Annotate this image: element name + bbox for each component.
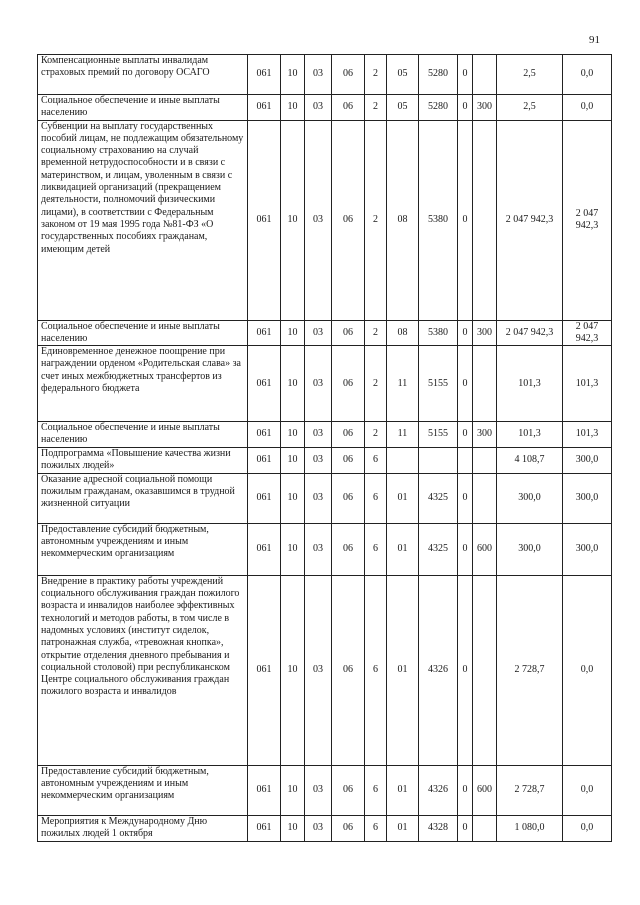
row-cell-c1: 061 [248, 765, 281, 815]
row-cell-v2: 0,0 [563, 55, 612, 95]
row-cell-c8: 0 [458, 422, 473, 448]
row-cell-c5: 2 [365, 55, 387, 95]
row-cell-c2: 10 [281, 765, 305, 815]
table-row [38, 422, 612, 448]
row-cell-c4: 06 [332, 447, 365, 473]
row-cell-c9: 300 [473, 320, 497, 346]
row-cell-c6 [387, 447, 419, 473]
row-cell-c6: 05 [387, 95, 419, 121]
row-cell-c5: 2 [365, 120, 387, 320]
row-cell-c1: 061 [248, 95, 281, 121]
row-cell-c7: 5380 [419, 120, 458, 320]
row-cell-c8: 0 [458, 55, 473, 95]
row-cell-c4: 06 [332, 575, 365, 765]
table-row [38, 346, 612, 422]
row-cell-c3: 03 [305, 523, 332, 575]
row-cell-c9 [473, 55, 497, 95]
row-cell-c7: 4325 [419, 523, 458, 575]
row-cell-c6: 08 [387, 320, 419, 346]
row-cell-c3: 03 [305, 346, 332, 422]
row-cell-c6: 05 [387, 55, 419, 95]
row-cell-c7: 5155 [419, 346, 458, 422]
row-cell-v1: 2,5 [497, 95, 563, 121]
row-cell-c4: 06 [332, 815, 365, 841]
row-cell-v1: 2 728,7 [497, 575, 563, 765]
row-cell-c3: 03 [305, 815, 332, 841]
row-cell-c9 [473, 447, 497, 473]
row-name: Оказание адресной социальной помощи пожилым гражданам, оказавшимся в трудной жизненной ситуации [38, 473, 248, 523]
row-cell-c2: 10 [281, 473, 305, 523]
row-cell-c5: 2 [365, 422, 387, 448]
row-cell-c3: 03 [305, 447, 332, 473]
row-cell-v2: 0,0 [563, 95, 612, 121]
row-cell-c8: 0 [458, 346, 473, 422]
row-cell-c4: 06 [332, 55, 365, 95]
row-cell-c2: 10 [281, 523, 305, 575]
row-cell-c1: 061 [248, 55, 281, 95]
row-cell-c4: 06 [332, 523, 365, 575]
row-cell-c7: 5155 [419, 422, 458, 448]
row-cell-c8: 0 [458, 120, 473, 320]
row-cell-c7: 4325 [419, 473, 458, 523]
row-cell-v1: 2 728,7 [497, 765, 563, 815]
row-cell-c9 [473, 575, 497, 765]
row-cell-c6: 01 [387, 575, 419, 765]
row-name: Предоставление субсидий бюджетным, автономным учреждениям и иным некоммерческим организациям [38, 523, 248, 575]
row-cell-c7: 4326 [419, 765, 458, 815]
row-cell-c1: 061 [248, 523, 281, 575]
row-name: Субвенции на выплату государственных пособий лицам, не подлежащим обязательному социальному страхованию на случай временной нетрудоспособности и в связи с материнством, и лицам, уволенным в связи с ликвидацией организаций (прекращением деятельности, полномочий физическими лицами), в соответствии с Федеральным законом от 19 мая 1995 года №81-ФЗ «О государственных пособиях гражданам, имеющим детей [38, 120, 248, 320]
row-cell-c5: 6 [365, 575, 387, 765]
row-name: Единовременное денежное поощрение при награждении орденом «Родительская слава» за счет иных межбюджетных трансфертов из федерального бюджета [38, 346, 248, 422]
row-cell-c1: 061 [248, 320, 281, 346]
row-cell-v1: 2 047 942,3 [497, 320, 563, 346]
row-cell-c4: 06 [332, 346, 365, 422]
row-cell-c3: 03 [305, 473, 332, 523]
row-cell-c7 [419, 447, 458, 473]
row-cell-c4: 06 [332, 422, 365, 448]
row-cell-c5: 6 [365, 473, 387, 523]
row-cell-c8 [458, 447, 473, 473]
row-cell-v1: 101,3 [497, 346, 563, 422]
row-name: Социальное обеспечение и иные выплаты населению [38, 422, 248, 448]
row-cell-c5: 2 [365, 320, 387, 346]
row-cell-v2: 300,0 [563, 447, 612, 473]
row-cell-c1: 061 [248, 447, 281, 473]
row-cell-v1: 300,0 [497, 523, 563, 575]
table-row [38, 447, 612, 473]
row-cell-c8: 0 [458, 473, 473, 523]
row-cell-c6: 11 [387, 422, 419, 448]
row-cell-c3: 03 [305, 765, 332, 815]
row-cell-c5: 6 [365, 447, 387, 473]
row-cell-c2: 10 [281, 575, 305, 765]
row-cell-c7: 5380 [419, 320, 458, 346]
row-cell-c5: 6 [365, 523, 387, 575]
row-name: Предоставление субсидий бюджетным, автономным учреждениям и иным некоммерческим организациям [38, 765, 248, 815]
row-cell-c1: 061 [248, 473, 281, 523]
row-cell-c8: 0 [458, 765, 473, 815]
row-cell-c9: 600 [473, 765, 497, 815]
row-cell-c7: 5280 [419, 95, 458, 121]
row-cell-v1: 4 108,7 [497, 447, 563, 473]
table-row [38, 765, 612, 815]
row-cell-c8: 0 [458, 575, 473, 765]
row-cell-c3: 03 [305, 120, 332, 320]
row-cell-c8: 0 [458, 523, 473, 575]
row-name: Внедрение в практику работы учреждений социального обслуживания граждан пожилого возраста и инвалидов наиболее эффективных технологий и методов работы, в том числе в надомных условиях (институт сиделок, патронажная служба, «тревожная кнопка», открытие отделения дневного пребывания и социальной столовой) при республиканском Центре социального обслуживания граждан пожилого возраста и инвалидов [38, 575, 248, 765]
row-cell-c3: 03 [305, 575, 332, 765]
table-row [38, 523, 612, 575]
row-cell-c1: 061 [248, 422, 281, 448]
table-row [38, 320, 612, 346]
row-cell-v1: 2,5 [497, 55, 563, 95]
table-row [38, 815, 612, 841]
row-cell-c2: 10 [281, 55, 305, 95]
row-cell-c8: 0 [458, 320, 473, 346]
row-name: Компенсационные выплаты инвалидам страховых премий по договору ОСАГО [38, 55, 248, 95]
row-cell-c4: 06 [332, 120, 365, 320]
row-cell-c4: 06 [332, 765, 365, 815]
row-cell-c2: 10 [281, 815, 305, 841]
row-cell-c4: 06 [332, 320, 365, 346]
row-cell-c2: 10 [281, 346, 305, 422]
row-cell-c6: 08 [387, 120, 419, 320]
row-cell-v2: 0,0 [563, 575, 612, 765]
row-cell-c3: 03 [305, 320, 332, 346]
row-cell-v1: 101,3 [497, 422, 563, 448]
row-cell-c1: 061 [248, 120, 281, 320]
row-cell-c6: 01 [387, 523, 419, 575]
row-cell-c9: 300 [473, 422, 497, 448]
row-cell-c5: 2 [365, 346, 387, 422]
row-cell-v2: 0,0 [563, 815, 612, 841]
row-cell-c2: 10 [281, 120, 305, 320]
row-cell-c9: 300 [473, 95, 497, 121]
row-cell-c2: 10 [281, 95, 305, 121]
row-cell-c1: 061 [248, 575, 281, 765]
table-row [38, 55, 612, 95]
row-cell-c6: 01 [387, 815, 419, 841]
row-cell-c9: 600 [473, 523, 497, 575]
row-name: Социальное обеспечение и иные выплаты населению [38, 95, 248, 121]
row-cell-c7: 4328 [419, 815, 458, 841]
row-cell-c3: 03 [305, 95, 332, 121]
row-cell-c5: 6 [365, 815, 387, 841]
row-cell-v2: 2 047 942,3 [563, 120, 612, 320]
row-cell-c2: 10 [281, 320, 305, 346]
row-name: Социальное обеспечение и иные выплаты населению [38, 320, 248, 346]
row-cell-c8: 0 [458, 815, 473, 841]
row-cell-v2: 2 047 942,3 [563, 320, 612, 346]
row-cell-v1: 300,0 [497, 473, 563, 523]
row-cell-c1: 061 [248, 815, 281, 841]
row-cell-v2: 300,0 [563, 473, 612, 523]
row-cell-v2: 101,3 [563, 346, 612, 422]
row-cell-v2: 0,0 [563, 765, 612, 815]
row-cell-c9 [473, 815, 497, 841]
row-cell-v1: 1 080,0 [497, 815, 563, 841]
table-row [38, 575, 612, 765]
row-name: Подпрограмма «Повышение качества жизни пожилых людей» [38, 447, 248, 473]
row-cell-c6: 01 [387, 765, 419, 815]
row-cell-c8: 0 [458, 95, 473, 121]
table-row [38, 473, 612, 523]
row-cell-c4: 06 [332, 473, 365, 523]
row-cell-c5: 2 [365, 95, 387, 121]
row-cell-c2: 10 [281, 422, 305, 448]
row-cell-c6: 01 [387, 473, 419, 523]
row-cell-c2: 10 [281, 447, 305, 473]
row-cell-c1: 061 [248, 346, 281, 422]
row-cell-c3: 03 [305, 55, 332, 95]
row-cell-c4: 06 [332, 95, 365, 121]
row-cell-c9 [473, 346, 497, 422]
row-name: Мероприятия к Международному Дню пожилых людей 1 октября [38, 815, 248, 841]
row-cell-v2: 300,0 [563, 523, 612, 575]
row-cell-v2: 101,3 [563, 422, 612, 448]
row-cell-c5: 6 [365, 765, 387, 815]
row-cell-v1: 2 047 942,3 [497, 120, 563, 320]
row-cell-c7: 4326 [419, 575, 458, 765]
table-row [38, 95, 612, 121]
budget-table [37, 54, 612, 842]
row-cell-c9 [473, 120, 497, 320]
row-cell-c3: 03 [305, 422, 332, 448]
row-cell-c6: 11 [387, 346, 419, 422]
table-row [38, 120, 612, 320]
row-cell-c7: 5280 [419, 55, 458, 95]
row-cell-c9 [473, 473, 497, 523]
page-number: 91 [589, 34, 600, 46]
